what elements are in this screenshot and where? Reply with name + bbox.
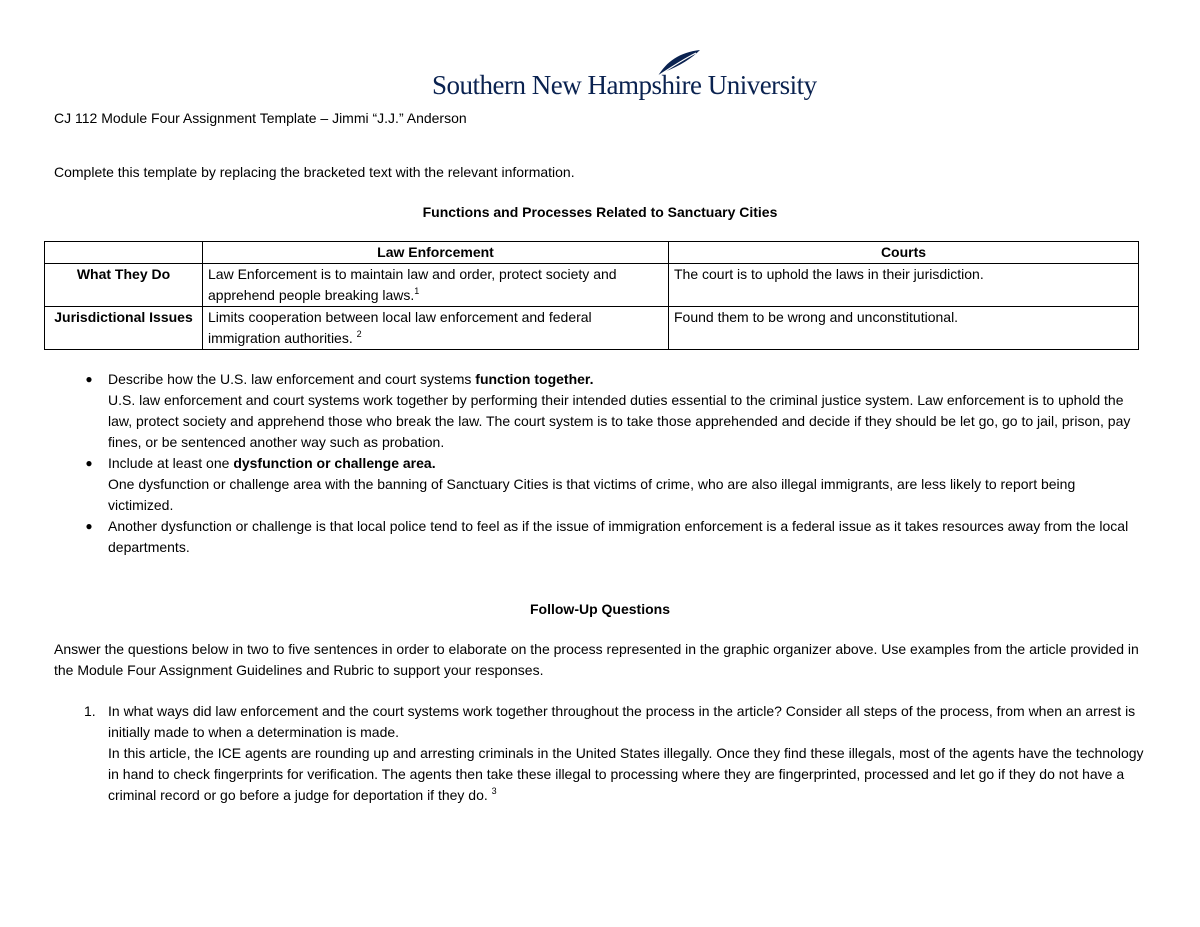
instructions: Complete this template by replacing the bracketed text with the relevant information. bbox=[54, 164, 575, 180]
question-list bbox=[84, 701, 1154, 806]
list-item bbox=[84, 516, 1144, 558]
table-header-law: Law Enforcement bbox=[203, 242, 669, 264]
list-item bbox=[84, 369, 1144, 453]
prompt-text: Describe how the U.S. law enforcement and court systems bbox=[108, 371, 476, 387]
bullet-prompt bbox=[108, 369, 1144, 390]
prompt-text: Include at least one bbox=[108, 455, 234, 471]
table-cell-courts: The court is to uphold the laws in their jurisdiction. bbox=[669, 264, 1139, 307]
footnote-ref: 2 bbox=[356, 329, 362, 339]
table-row bbox=[45, 307, 1139, 350]
table-cell-law bbox=[203, 264, 669, 307]
functions-table bbox=[44, 241, 1139, 350]
question-number: 1. bbox=[84, 703, 96, 719]
bullet-prompt bbox=[108, 453, 1144, 474]
question-text: In what ways did law enforcement and the court systems work together throughout the process in the article? Consider all steps of the process, from when an arrest is initially made to when a determination is made. bbox=[108, 703, 1136, 740]
table-header-row bbox=[45, 242, 1139, 264]
bullet-list bbox=[84, 369, 1144, 558]
row-label: Jurisdictional Issues bbox=[45, 307, 203, 350]
followup-intro: Answer the questions below in two to five sentences in order to elaborate on the process represented in the graphic organizer above. Use examples from the article provided in the Module Four Assignment Guidelines and Rubric to support your responses. bbox=[54, 641, 1139, 678]
cell-text: Limits cooperation between local law enforcement and federal immigration authorities. bbox=[208, 309, 592, 346]
answer-text: In this article, the ICE agents are rounding up and arresting criminals in the United States illegally. Once they find these illegals, most of the agents have the technology in hand to check fingerprints for verification. The agents then take these illegal to processing where they are fingerprinted, processed and let go if they do not have a criminal record or go before a judge for deportation if they do. bbox=[108, 745, 1144, 803]
question-answer bbox=[108, 743, 1154, 806]
logo-wordmark: Southern New Hampshire University bbox=[432, 70, 817, 100]
table-header-courts: Courts bbox=[669, 242, 1139, 264]
prompt-bold-suffix: . bbox=[589, 371, 594, 387]
table-heading: Functions and Processes Related to Sanctuary Cities bbox=[422, 204, 778, 220]
list-item bbox=[84, 453, 1144, 516]
prompt-bold: dysfunction or challenge area. bbox=[233, 455, 436, 471]
table-header-empty bbox=[45, 242, 203, 264]
table-row bbox=[45, 264, 1139, 307]
bullet-icon: ● bbox=[85, 519, 93, 533]
list-item bbox=[84, 701, 1154, 806]
footnote-ref: 1 bbox=[414, 286, 420, 296]
table-cell-law bbox=[203, 307, 669, 350]
table-cell-courts: Found them to be wrong and unconstitutional. bbox=[669, 307, 1139, 350]
bullet-icon: ● bbox=[85, 372, 93, 386]
prompt-bold: function together bbox=[475, 371, 590, 387]
university-logo bbox=[432, 48, 817, 104]
footnote-ref: 3 bbox=[491, 786, 497, 796]
bullet-icon: ● bbox=[85, 456, 93, 470]
bullet-text: Another dysfunction or challenge is that local police tend to feel as if the issue of immigration enforcement is a federal issue as it takes resources away from the local departments. bbox=[108, 518, 1129, 555]
bullet-answer: U.S. law enforcement and court systems work together by performing their intended duties essential to the criminal justice system. Law enforcement is to uphold the law, protect society and apprehend those who break the law. The court system is to take those apprehended and decide if they should be let go, go to jail, prison, pay fines, or be sentenced another way such as probation. bbox=[108, 392, 1131, 450]
followup-heading: Follow-Up Questions bbox=[530, 601, 670, 617]
row-label: What They Do bbox=[45, 264, 203, 307]
bullet-answer: One dysfunction or challenge area with the banning of Sanctuary Cities is that victims of crime, who are also illegal immigrants, are less likely to report being victimized. bbox=[108, 476, 1076, 513]
cell-text: Law Enforcement is to maintain law and order, protect society and apprehend people breaking laws. bbox=[208, 266, 617, 303]
document-title: CJ 112 Module Four Assignment Template – Jimmi “J.J.” Anderson bbox=[54, 110, 467, 126]
